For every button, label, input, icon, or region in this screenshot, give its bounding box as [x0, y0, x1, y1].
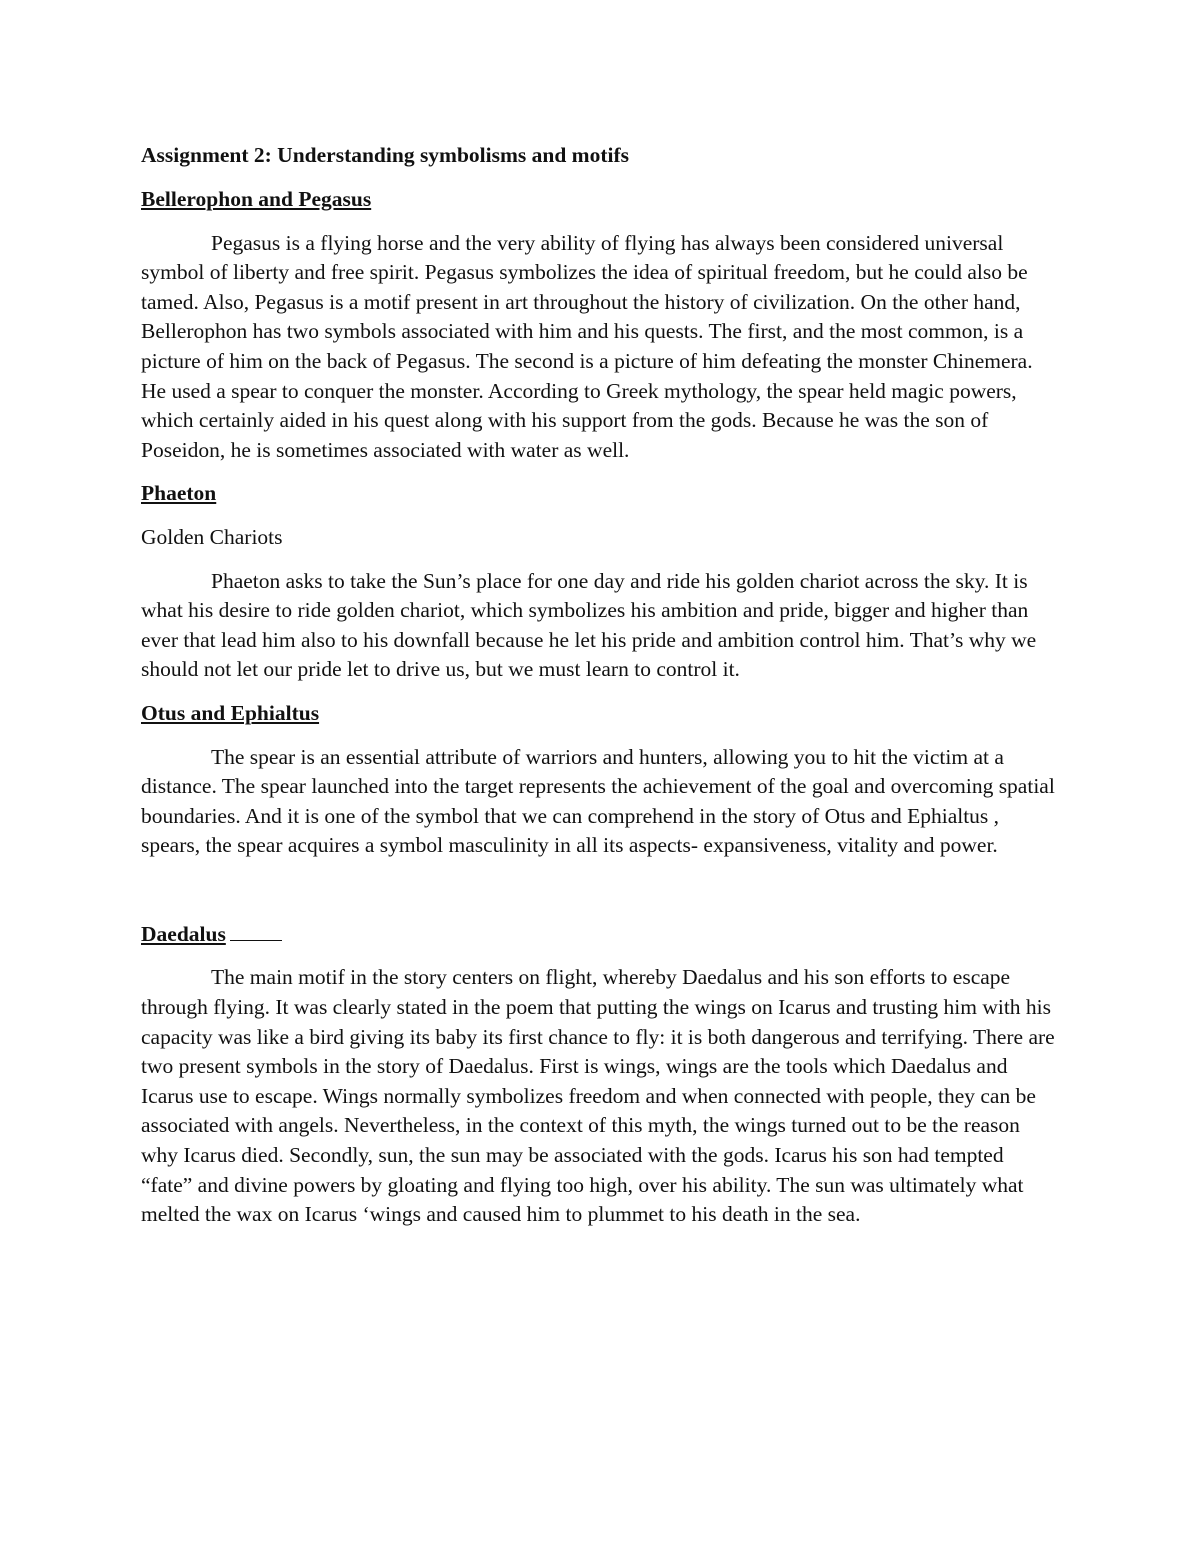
paragraph-bellerophon: Pegasus is a flying horse and the very ability of flying has always been considered universal symbol of liberty and free spirit. Pegasus symbolizes the idea of spiritual freedom, but he could also be tamed. Also, Pegasus is a motif present in art throughout the history of civilization. On the other hand, Bellerophon has two symbols associated with him and his quests. The first, and the most common, is a picture of him on the back of Pegasus. The second is a picture of him defeating the monster Chinemera. He used a spear to conquer the monster. According to Greek mythology, the spear held magic powers, which certainly aided in his quest along with his support from the gods. Because he was the son of Poseidon, he is sometimes associated with water as well. — [141, 230, 1033, 462]
section-heading-bellerophon: Bellerophon and Pegasus — [141, 187, 372, 211]
section-subheading-golden-chariots: Golden Chariots — [141, 524, 283, 549]
heading-underline-tail — [230, 939, 282, 941]
section-heading-daedalus: Daedalus — [141, 921, 226, 946]
section-heading-phaeton: Phaeton — [141, 481, 217, 506]
paragraph-otus-ephialtus: The spear is an essential attribute of warriors and hunters, allowing you to hit the victim at a distance. The spear launched into the target represents the achievement of the goal and overcoming spatial boundaries. And it is one of the symbol that we can comprehend in the story of Otus and Ephialtus , spears, the spear acquires a symbol masculinity in all its aspects- expansiveness, vitality and power. — [141, 744, 1055, 858]
section-heading-otus-ephialtus: Otus and Ephialtus — [141, 700, 320, 725]
document-title: Assignment 2: Understanding symbolisms and motifs — [141, 143, 630, 167]
paragraph-daedalus: The main motif in the story centers on flight, whereby Daedalus and his son efforts to escape through flying. It was clearly stated in the poem that putting the wings on Icarus and trusting him with his capacity was like a bird giving its baby its first chance to fly: it is both dangerous and terrifying. There are two present symbols in the story of Daedalus. First is wings, wings are the tools which Daedalus and Icarus use to escape. Wings normally symbolizes freedom and when connected with people, they can be associated with angels. Nevertheless, in the context of this myth, the wings turned out to be the reason why Icarus died. Secondly, sun, the sun may be associated with the gods. Icarus his son had tempted “fate” and divine powers by gloating and flying too high, over his ability. The sun was ultimately what melted the wax on Icarus ‘wings and caused him to plummet to his death in the sea. — [141, 965, 1055, 1227]
paragraph-phaeton: Phaeton asks to take the Sun’s place for one day and ride his golden chariot across the sky. It is what his desire to ride golden chariot, which symbolizes his ambition and pride, bigger and higher than ever that lead him also to his downfall because he let his pride and ambition control him. That’s why we should not let our pride let to drive us, but we must learn to control it. — [141, 568, 1037, 682]
document-page — [141, 141, 1056, 1230]
section-heading-daedalus-wrapper — [141, 920, 1056, 950]
